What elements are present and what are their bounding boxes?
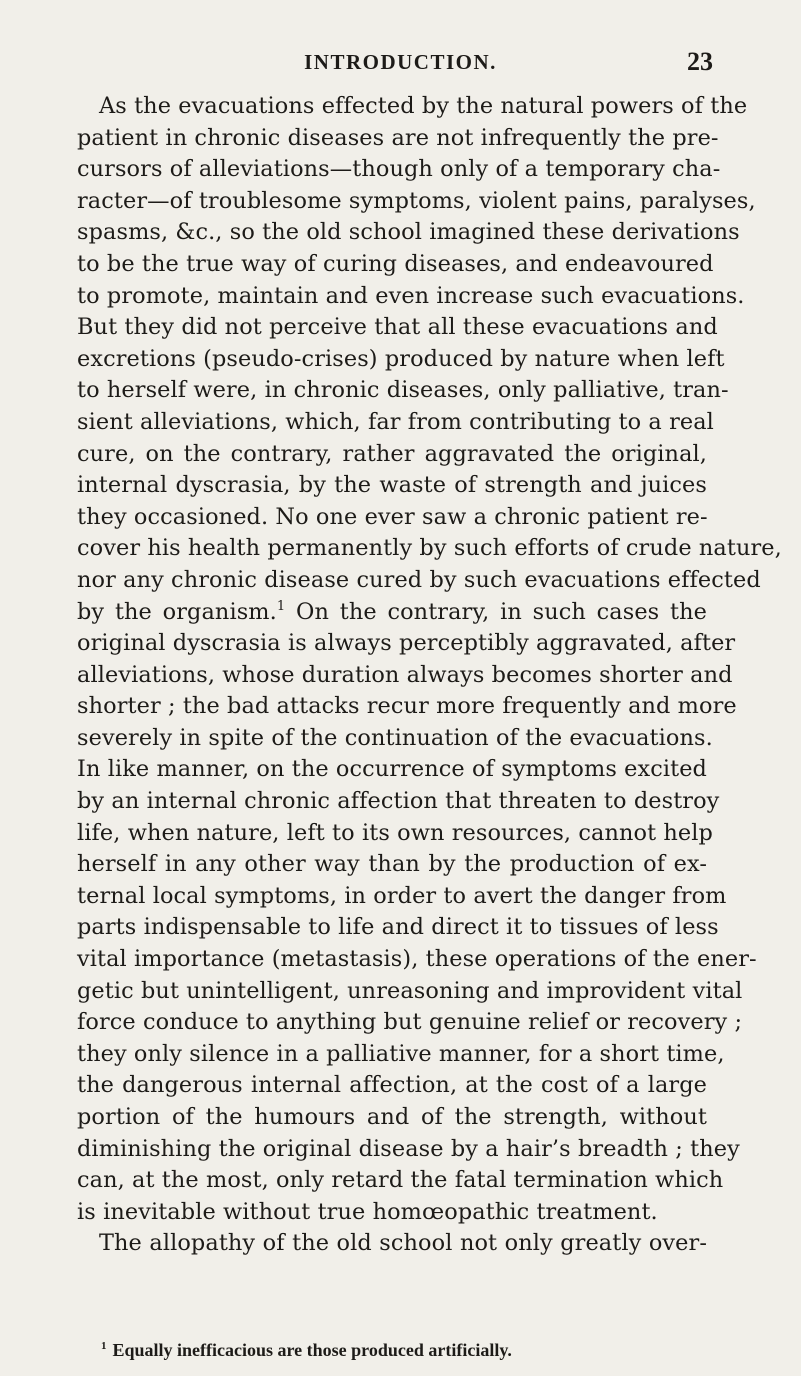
text-line: diminishing the original disease by a hair’s breadth ; they <box>77 1135 740 1162</box>
text-line: alleviations, whose duration always becomes shorter and <box>77 661 733 688</box>
text-line: patient in chronic diseases are not infrequently the pre- <box>77 124 719 151</box>
text-line: life, when nature, left to its own resources, cannot help <box>77 819 713 846</box>
text-line: In like manner, on the occurrence of symptoms excited <box>77 756 707 783</box>
text-line: But they did not perceive that all these evacuations and <box>77 314 718 341</box>
running-head <box>0 46 801 86</box>
footnote <box>101 1334 711 1362</box>
text-line: nor any chronic disease cured by such evacuations effected <box>77 566 761 593</box>
text-line: sient alleviations, which, far from contributing to a real <box>77 408 714 435</box>
footnote-mark: 1 <box>101 1340 107 1352</box>
text-line: spasms, &c., so the old school imagined these derivations <box>77 219 740 246</box>
page-number: 23 <box>687 47 713 76</box>
text-line: they occasioned. No one ever saw a chronic patient re- <box>77 503 708 530</box>
running-title: INTRODUCTION. <box>304 50 497 74</box>
text-line: the dangerous internal affection, at the cost of a large <box>77 1072 707 1099</box>
text-line: cursors of alleviations—though only of a temporary cha- <box>77 156 721 183</box>
body-text <box>77 91 782 1260</box>
text-line: cover his health permanently by such efforts of crude nature, <box>77 535 782 562</box>
text-line: shorter ; the bad attacks recur more frequently and more <box>77 693 737 720</box>
text-line: force conduce to anything but genuine relief or recovery ; <box>77 1009 743 1036</box>
text-line: The allopathy of the old school not only greatly over- <box>99 1230 707 1257</box>
text-line: by an internal chronic affection that threaten to destroy <box>77 788 720 815</box>
text-line-with-footnote-ref <box>77 597 707 629</box>
text-line: getic but unintelligent, unreasoning and improvident vital <box>77 977 743 1004</box>
text-line: As the evacuations effected by the natural powers of the <box>99 93 748 119</box>
text-line: ternal local symptoms, in order to avert the danger from <box>77 882 727 909</box>
text-line: herself in any other way than by the production of ex- <box>77 851 707 878</box>
text-line: to promote, maintain and even increase such evacuations. <box>77 282 745 309</box>
text-line: can, at the most, only retard the fatal termination which <box>77 1167 724 1194</box>
footnote-text: Equally inefficacious are those produced artificially. <box>112 1340 512 1360</box>
text-line: original dyscrasia is always perceptibly aggravated, after <box>77 630 736 657</box>
text-line: is inevitable without true homœopathic treatment. <box>77 1198 658 1225</box>
text-line: internal dyscrasia, by the waste of strength and juices <box>77 472 707 499</box>
text-line-start: by the organism. <box>77 598 277 625</box>
text-line: vital importance (metastasis), these operations of the ener- <box>77 946 757 973</box>
text-line: cure, on the contrary, rather aggravated the original, <box>77 440 707 467</box>
text-line: to herself were, in chronic diseases, only palliative, tran- <box>77 377 729 404</box>
text-line: racter—of troublesome symptoms, violent pains, paralyses, <box>77 187 756 214</box>
text-line-end: On the contrary, in such cases the <box>285 598 707 625</box>
text-line: parts indispensable to life and direct it to tissues of less <box>77 914 719 941</box>
text-line: to be the true way of curing diseases, and endeavoured <box>77 250 714 277</box>
footnote-reference[interactable]: 1 <box>276 598 286 614</box>
text-line: severely in spite of the continuation of the evacuations. <box>77 724 713 751</box>
text-line: excretions (pseudo-crises) produced by nature when left <box>77 345 725 372</box>
text-line: they only silence in a palliative manner, for a short time, <box>77 1040 725 1067</box>
text-line: portion of the humours and of the strength, without <box>77 1104 707 1130</box>
